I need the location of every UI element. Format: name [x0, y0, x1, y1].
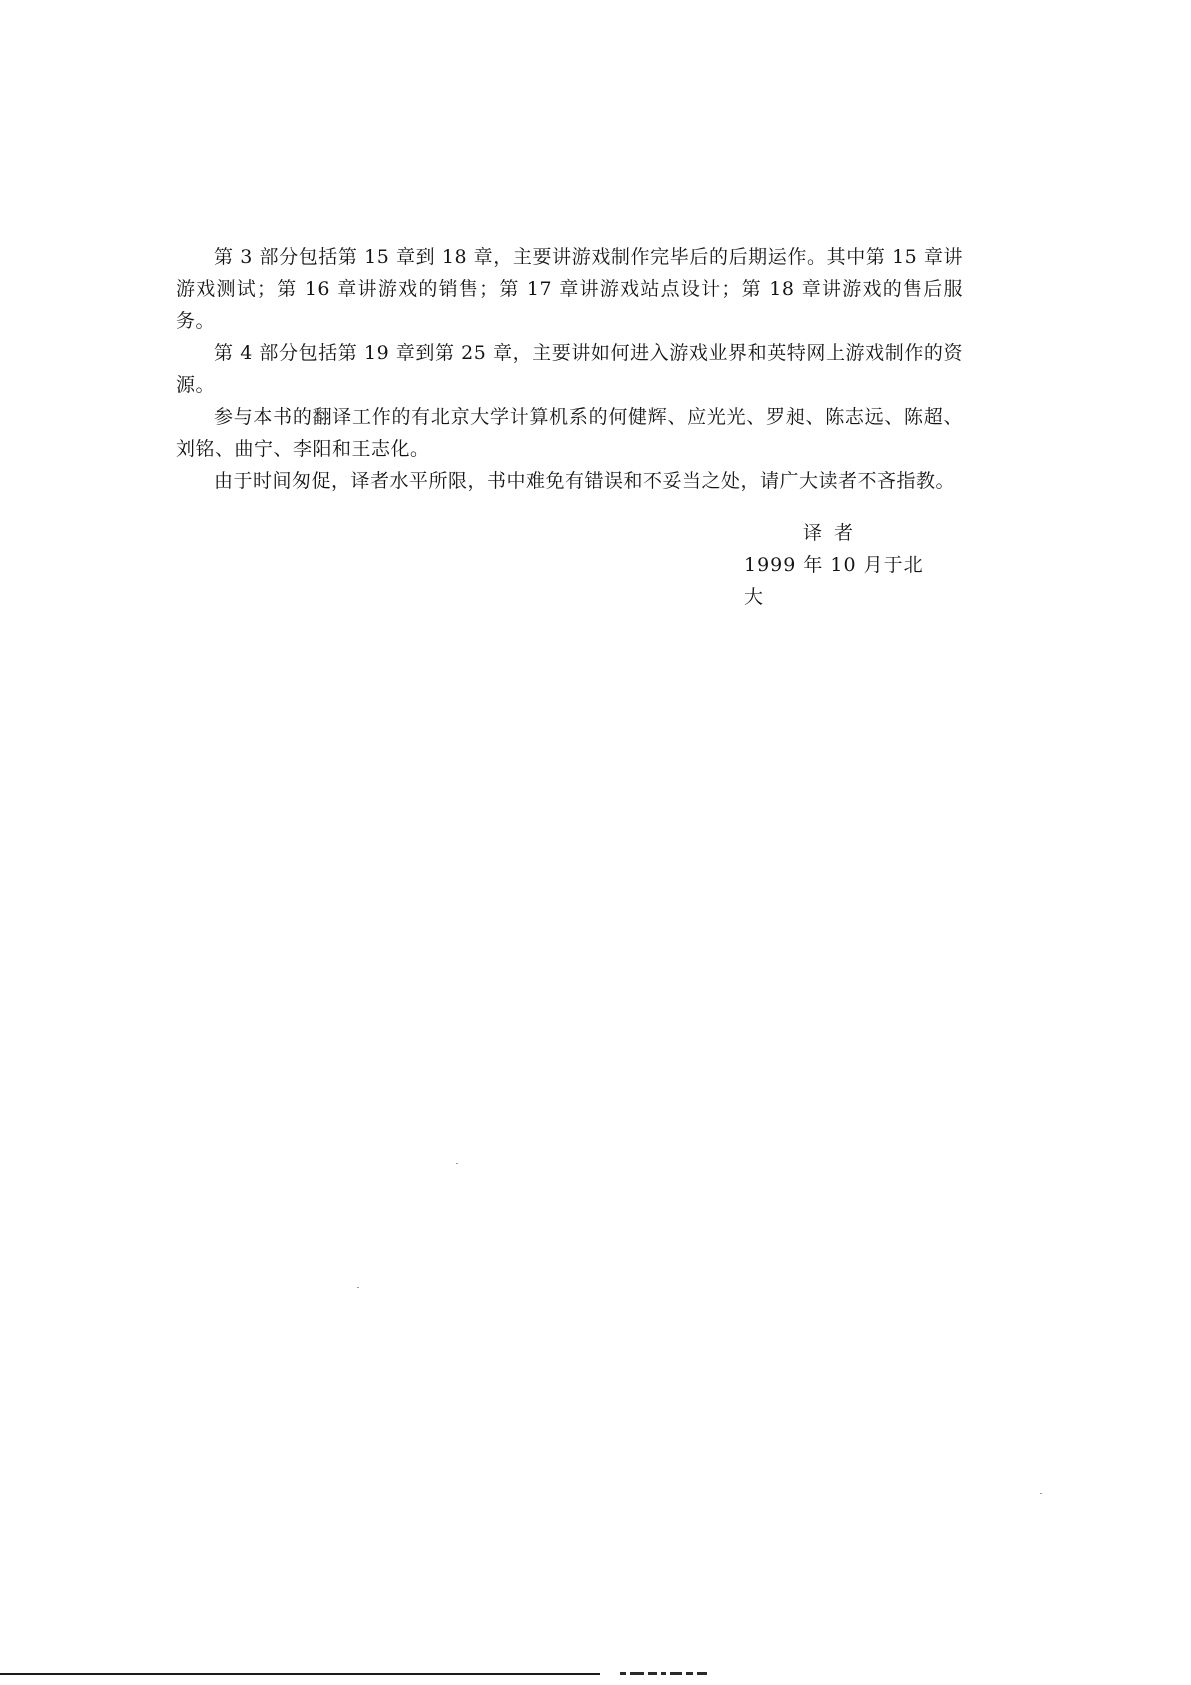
signature-date: 1999 年 10 月于北大	[744, 554, 924, 608]
scan-speck	[357, 1287, 359, 1288]
paragraph-part-4: 第 4 部分包括第 19 章到第 25 章，主要讲如何进入游戏业界和英特网上游戏制作的资源。	[176, 342, 963, 396]
scan-speck	[456, 1163, 458, 1164]
page-bottom-rule	[0, 1673, 600, 1675]
scan-speck	[1040, 1493, 1042, 1494]
body-text	[176, 241, 963, 497]
signature-role: 译者	[803, 522, 866, 544]
paragraph-translators: 参与本书的翻译工作的有北京大学计算机系的何健辉、应光光、罗昶、陈志远、陈超、刘铭、曲宁、李阳和王志化。	[176, 406, 963, 460]
signature-block	[700, 517, 940, 613]
paragraph-apology: 由于时间匆促，译者水平所限，书中难免有错误和不妥当之处，请广大读者不吝指教。	[214, 470, 956, 492]
cropped-footer-text	[620, 1672, 760, 1680]
paragraph-part-3: 第 3 部分包括第 15 章到 18 章，主要讲游戏制作完毕后的后期运作。其中第 15 章讲游戏测试；第 16 章讲游戏的销售；第 17 章讲游戏站点设计；第 18 章讲游戏的售后服务。	[176, 246, 963, 332]
